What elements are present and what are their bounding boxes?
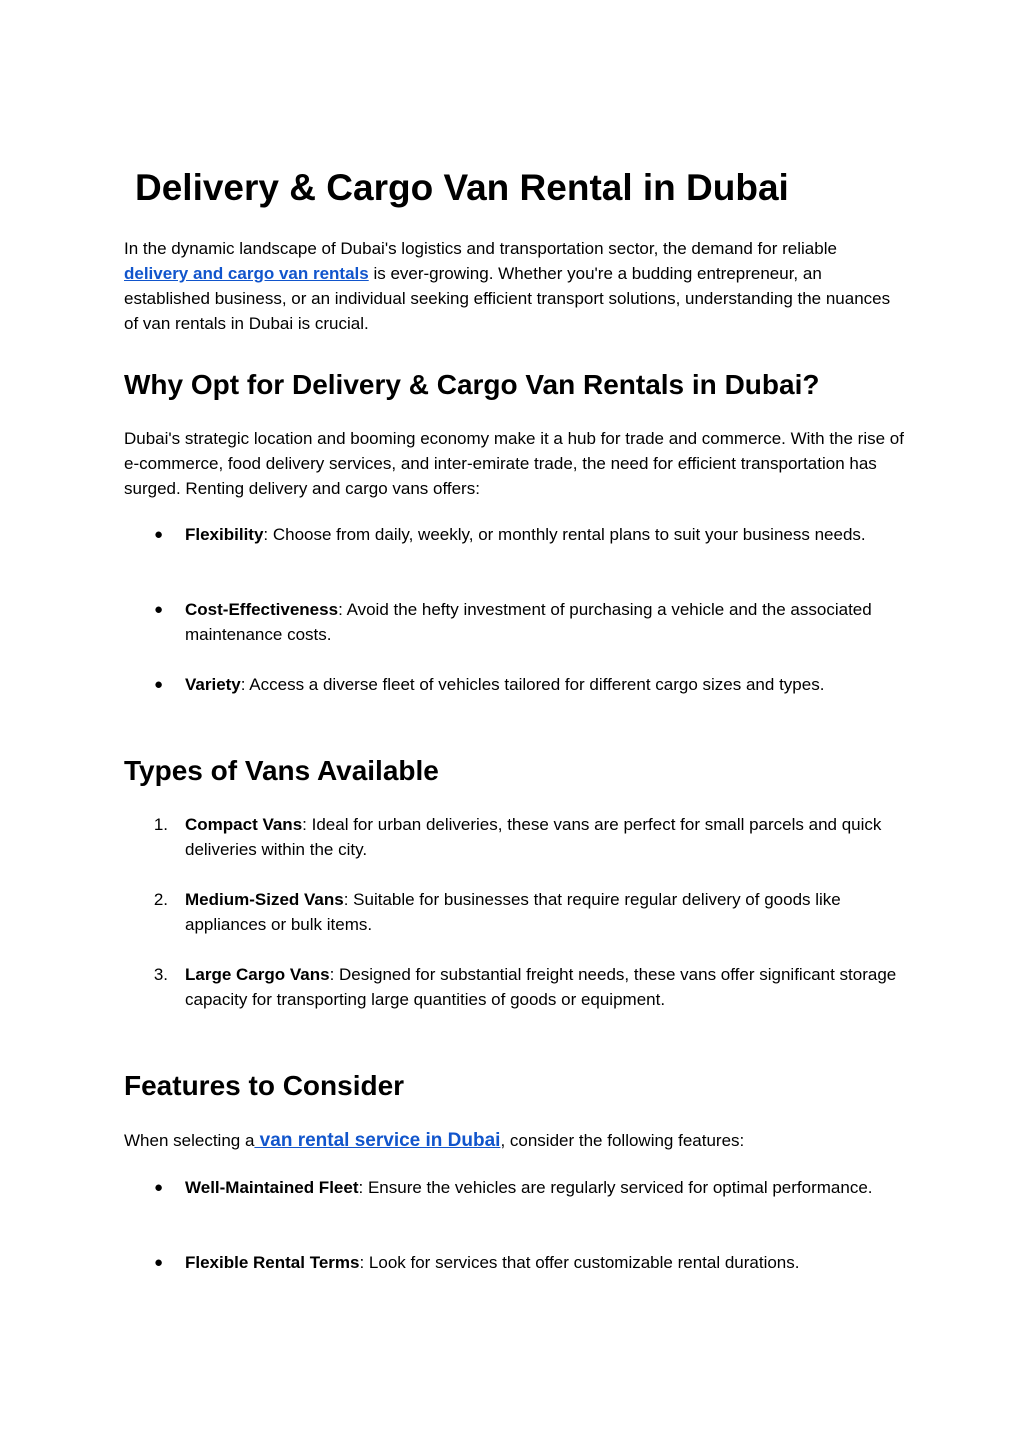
types-heading: Types of Vans Available (124, 755, 439, 786)
bullet-icon: ● (154, 1254, 164, 1271)
bullet-icon: ● (154, 676, 164, 693)
bullet-icon: ● (154, 526, 164, 543)
item-description: : Ideal for urban deliveries, these vans are perfect for small parcels and quick deliveries within the city. (185, 815, 882, 859)
features-intro-before: When selecting a (124, 1131, 255, 1150)
intro-paragraph (124, 236, 904, 336)
item-term: Well-Maintained Fleet (185, 1178, 359, 1197)
intro-text-before: In the dynamic landscape of Dubai's logistics and transportation sector, the demand for reliable (124, 239, 837, 258)
item-term: Large Cargo Vans (185, 965, 330, 984)
item-term: Cost-Effectiveness (185, 600, 339, 619)
item-description: : Access a diverse fleet of vehicles tailored for different cargo sizes and types. (240, 675, 825, 694)
van-rental-service-link[interactable]: van rental service in Dubai (254, 1130, 501, 1151)
item-description: : Ensure the vehicles are regularly serviced for optimal performance. (358, 1178, 873, 1197)
features-heading: Features to Consider (124, 1070, 405, 1101)
bullet-icon: ● (154, 601, 164, 618)
item-description: : Look for services that offer customizable rental durations. (359, 1253, 800, 1272)
item-description: : Choose from daily, weekly, or monthly rental plans to suit your business needs. (263, 525, 866, 544)
page-title: Delivery & Cargo Van Rental in Dubai (135, 167, 789, 208)
item-term: Flexibility (185, 525, 264, 544)
why-heading: Why Opt for Delivery & Cargo Van Rentals in Dubai? (124, 369, 820, 400)
list-number: 2. (153, 890, 168, 909)
item-description: : Designed for substantial freight needs, these vans offer significant storage capacity for transporting large quantities of goods or equipment. (185, 965, 897, 1009)
why-paragraph: Dubai's strategic location and booming economy make it a hub for trade and commerce. With the rise of e-commerce, food delivery services, and inter-emirate trade, the need for efficient transportation has surged. Renting delivery and cargo vans offers: (124, 429, 904, 498)
features-intro (124, 1128, 904, 1153)
features-intro-after: , consider the following features: (500, 1131, 745, 1150)
item-description: : Avoid the hefty investment of purchasing a vehicle and the associated maintenance costs. (185, 600, 872, 644)
item-term: Flexible Rental Terms (185, 1253, 360, 1272)
list-number: 3. (153, 965, 168, 984)
item-term: Compact Vans (185, 815, 303, 834)
list-number: 1. (153, 815, 168, 834)
delivery-cargo-van-rentals-link[interactable]: delivery and cargo van rentals (124, 264, 369, 283)
item-description: : Suitable for businesses that require regular delivery of goods like appliances or bulk items. (185, 890, 841, 934)
bullet-icon: ● (154, 1179, 164, 1196)
intro-text-after: is ever-growing. Whether you're a budding entrepreneur, an established business, or an individual seeking efficient transport solutions, understanding the nuances of van rentals in Dubai is crucial. (124, 264, 891, 333)
item-term: Variety (185, 675, 241, 694)
item-term: Medium-Sized Vans (185, 890, 344, 909)
